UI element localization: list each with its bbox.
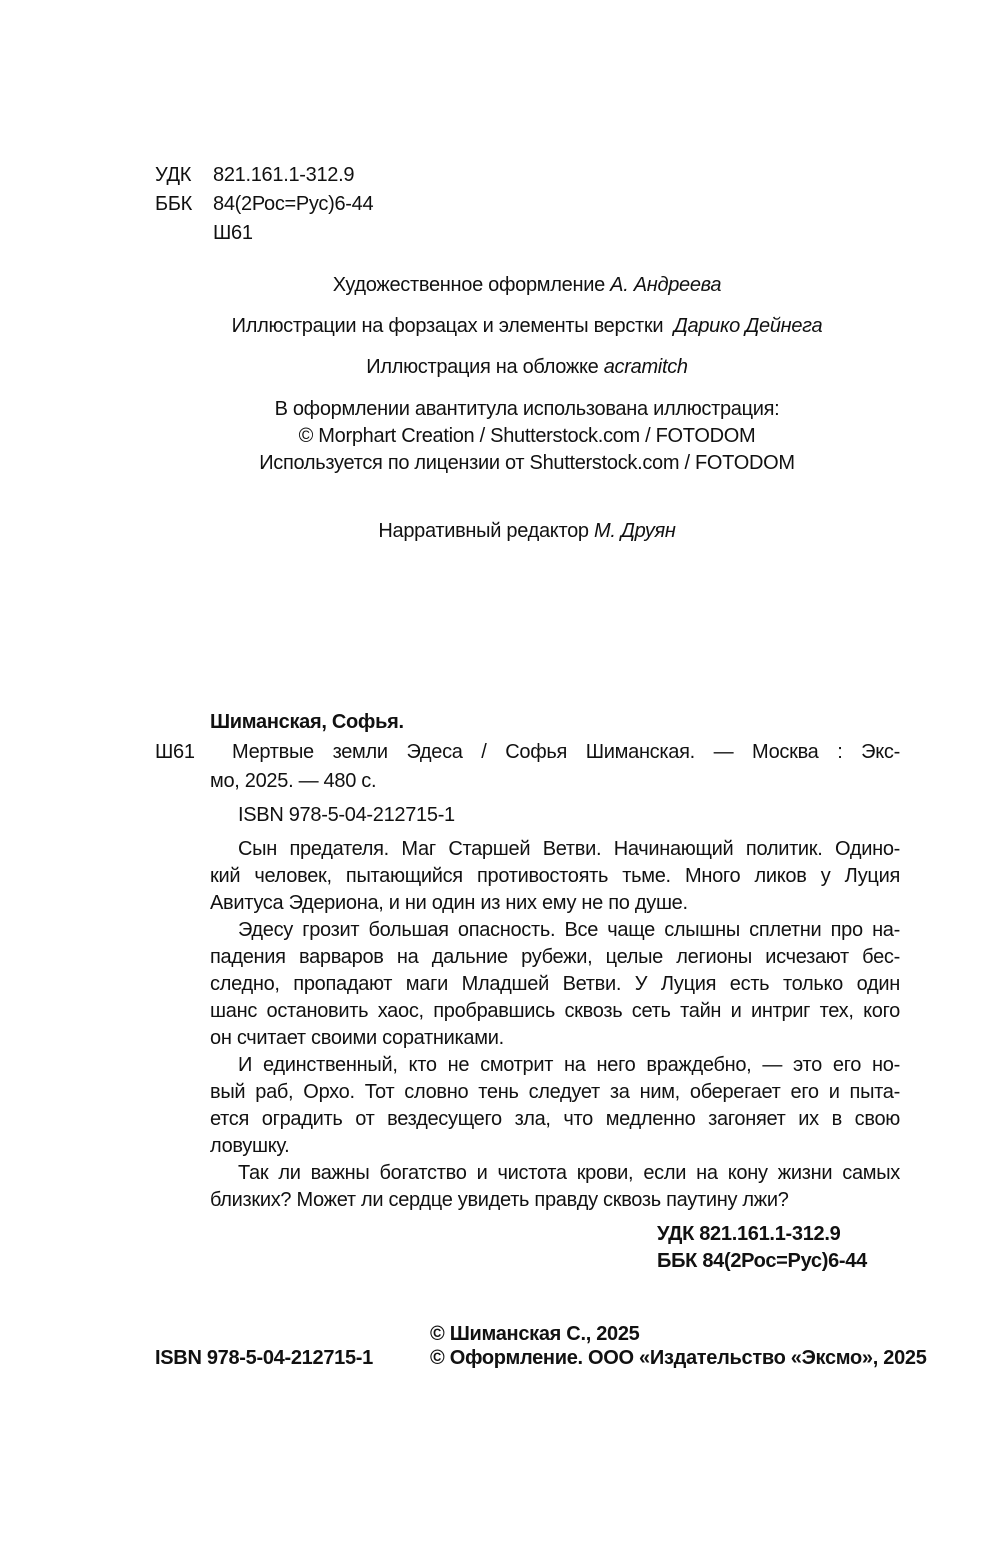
credit-name: А. Андреева (610, 274, 722, 296)
credit-label: Иллюстрации на форзацах и элементы верстки (231, 315, 664, 337)
annotation-line: Так ли важны богатство и чистота крови, если на кону жизни самых (238, 1162, 900, 1184)
annotation-line: следно, пропадают маги Младшей Ветви. У Луция есть только один (210, 973, 900, 995)
record-mark: Ш61 (155, 741, 195, 763)
bbk-label: ББК (155, 193, 193, 215)
copyright-author: © Шиманская С., 2025 (430, 1323, 640, 1345)
bottom-bbk: ББК 84(2Рос=Рус)6-44 (657, 1250, 867, 1272)
halftitle-line: В оформлении авантитула использована иллюстрация: (274, 398, 780, 420)
annotation-line: Эдесу грозит большая опасность. Все чаще слышны сплетни про на- (238, 919, 900, 941)
author-mark: Ш61 (213, 222, 253, 244)
bottom-udk: УДК 821.161.1-312.9 (657, 1223, 841, 1245)
credit-name: acramitch (603, 356, 688, 378)
annotation-line: ловушку. (210, 1135, 290, 1157)
credit-label: Художественное оформление (332, 274, 605, 296)
halftitle-line: Используется по лицензии от Shutterstock.com / FOTODOM (259, 452, 795, 474)
credit-cover (0, 353, 1000, 381)
annotation-line: близких? Может ли сердце увидеть правду сквозь паутину лжи? (210, 1189, 789, 1211)
halftitle-line: © Morphart Creation / Shutterstock.com / FOTODOM (298, 425, 756, 447)
annotation-line: вый раб, Орхо. Тот словно тень следует за ним, оберегает его и пыта- (210, 1081, 900, 1103)
credit-name: Дарико Дейнега (673, 315, 823, 337)
credit-editor (0, 517, 1000, 545)
annotation-line: ется оградить от вездесущего зла, что медленно загоняет их в свою (210, 1108, 900, 1130)
udk-code: 821.161.1-312.9 (213, 164, 355, 186)
annotation-line: кий человек, пытающийся противостоять тьме. Много ликов у Луция (210, 865, 900, 887)
credit-label: Нарративный редактор (378, 520, 589, 542)
copyright-design: © Оформление. ООО «Издательство «Эксмо», 2025 (430, 1347, 927, 1369)
annotation-line: Авитуса Эдериона, и ни один из них ему не по душе. (210, 892, 688, 914)
credit-design (0, 271, 1000, 299)
credit-endpapers (0, 312, 1000, 340)
bottom-isbn: ISBN 978-5-04-212715-1 (155, 1347, 373, 1369)
record-title-cont: мо, 2025. — 480 с. (210, 770, 377, 792)
annotation-line: он считает своими соратниками. (210, 1027, 504, 1049)
annotation-line: Сын предателя. Маг Старшей Ветви. Начинающий политик. Одино- (238, 838, 900, 860)
annotation-line: падения варваров на дальние рубежи, целые легионы исчезают бес- (210, 946, 900, 968)
record-author: Шиманская, Софья. (210, 711, 404, 733)
bbk-code: 84(2Рос=Рус)6-44 (213, 193, 374, 215)
credit-label: Иллюстрация на обложке (366, 356, 599, 378)
udk-label: УДК (155, 164, 192, 186)
credit-name: М. Друян (594, 520, 676, 542)
annotation-line: И единственный, кто не смотрит на него враждебно, — это его но- (238, 1054, 900, 1076)
record-title: Мертвые земли Эдеса / Софья Шиманская. — Москва : Экс- (232, 741, 900, 763)
annotation-line: шанс остановить хаос, пробравшись сквозь сеть тайн и интриг тех, кого (210, 1000, 900, 1022)
record-isbn: ISBN 978-5-04-212715-1 (238, 804, 455, 826)
